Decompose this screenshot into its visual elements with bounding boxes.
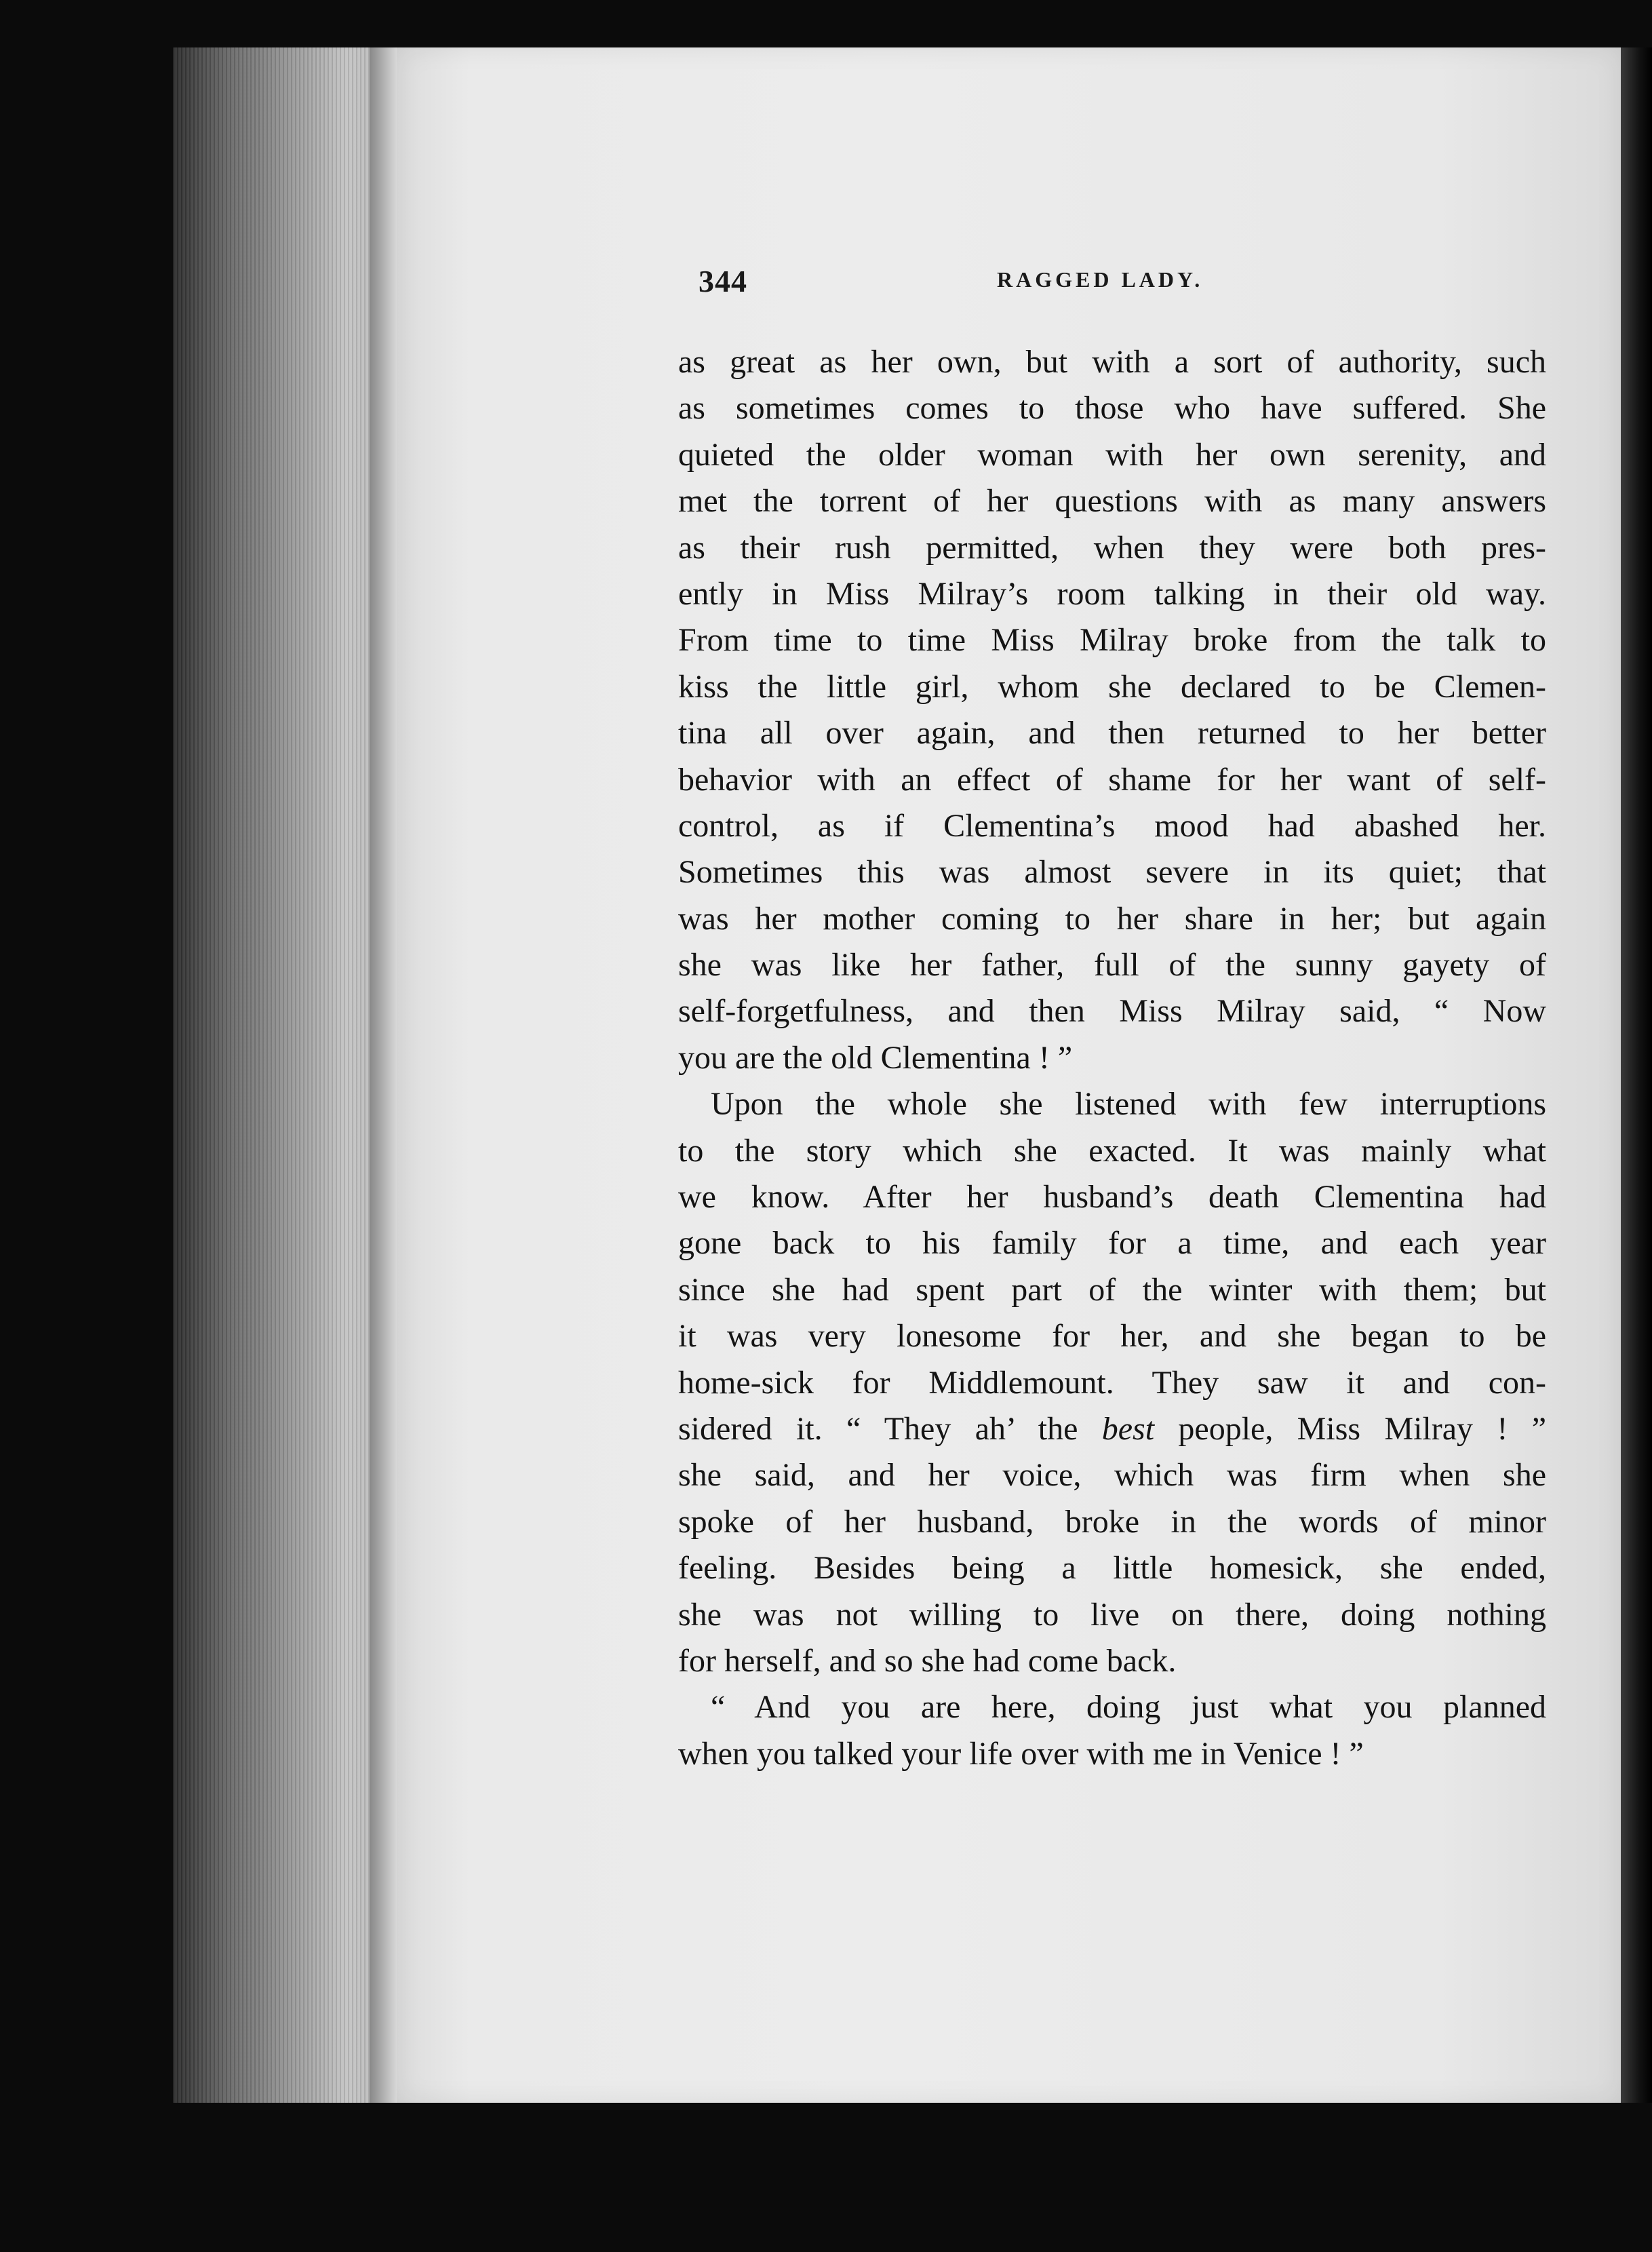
text-line: tina all over again, and then returned to her better xyxy=(678,715,1546,752)
text-line: to the story which she exacted. It was mainly what xyxy=(678,1132,1546,1169)
text-line: since she had spent part of the winter with them; but xyxy=(678,1271,1546,1308)
paragraph xyxy=(678,1081,1546,1684)
text-line: gone back to his family for a time, and each year xyxy=(678,1225,1546,1262)
text-line: she said, and her voice, which was firm when she xyxy=(678,1457,1546,1494)
text-line: self-forgetfulness, and then Miss Milray said, “ Now xyxy=(678,993,1546,1030)
running-title: RAGGED LADY. xyxy=(997,267,1204,292)
text-line: she was not willing to live on there, doing nothing xyxy=(678,1596,1546,1633)
text-line: as great as her own, but with a sort of authority, such xyxy=(678,344,1546,380)
paragraph xyxy=(678,339,1546,1081)
text-line: feeling. Besides being a little homesick, she ended, xyxy=(678,1550,1546,1587)
text-line: was her mother coming to her share in her; but again xyxy=(678,900,1546,937)
text-line: From time to time Miss Milray broke from the talk to xyxy=(678,622,1546,659)
text-line: when you talked your life over with me in Venice ! ” xyxy=(678,1735,1364,1772)
text-line: you are the old Clementina ! ” xyxy=(678,1039,1073,1076)
text-line: it was very lonesome for her, and she began to be xyxy=(678,1318,1546,1355)
text-line: for herself, and so she had come back. xyxy=(678,1642,1177,1679)
page-header xyxy=(699,263,1295,304)
page-edges-stack xyxy=(173,47,397,2103)
text-line: home-sick for Middlemount. They saw it and con- xyxy=(678,1364,1546,1401)
text-line: Upon the whole she listened with few interruptions xyxy=(711,1086,1546,1123)
page-number: 344 xyxy=(699,264,747,298)
text-line: Sometimes this was almost severe in its quiet; that xyxy=(678,854,1546,891)
text-line: met the torrent of her questions with as many answers xyxy=(678,483,1546,520)
text-line: we know. After her husband’s death Clementina had xyxy=(678,1179,1546,1216)
paragraph xyxy=(678,1684,1546,1777)
body-text xyxy=(678,339,1546,1777)
text-line: she was like her father, full of the sunny gayety of xyxy=(678,947,1546,984)
text-line: ently in Miss Milray’s room talking in their old way. xyxy=(678,575,1546,612)
text-line: as sometimes comes to those who have suffered. She xyxy=(678,390,1546,427)
text-line: spoke of her husband, broke in the words of minor xyxy=(678,1503,1546,1540)
text-line: “ And you are here, doing just what you planned xyxy=(711,1689,1546,1726)
text-line: as their rush permitted, when they were both pres- xyxy=(678,529,1546,566)
page-gutter xyxy=(370,47,397,2103)
text-line: quieted the older woman with her own serenity, and xyxy=(678,436,1546,473)
emphasis: best xyxy=(1101,1410,1155,1447)
text-line: control, as if Clementina’s mood had abashed her. xyxy=(678,807,1546,844)
text-line: behavior with an effect of shame for her want of self- xyxy=(678,761,1546,798)
text-line: kiss the little girl, whom she declared to be Clemen- xyxy=(678,668,1546,705)
text-line: sidered it. “ They ah’ the best people, Miss Milray ! ” xyxy=(678,1410,1546,1447)
binding-edge xyxy=(1621,47,1652,2103)
